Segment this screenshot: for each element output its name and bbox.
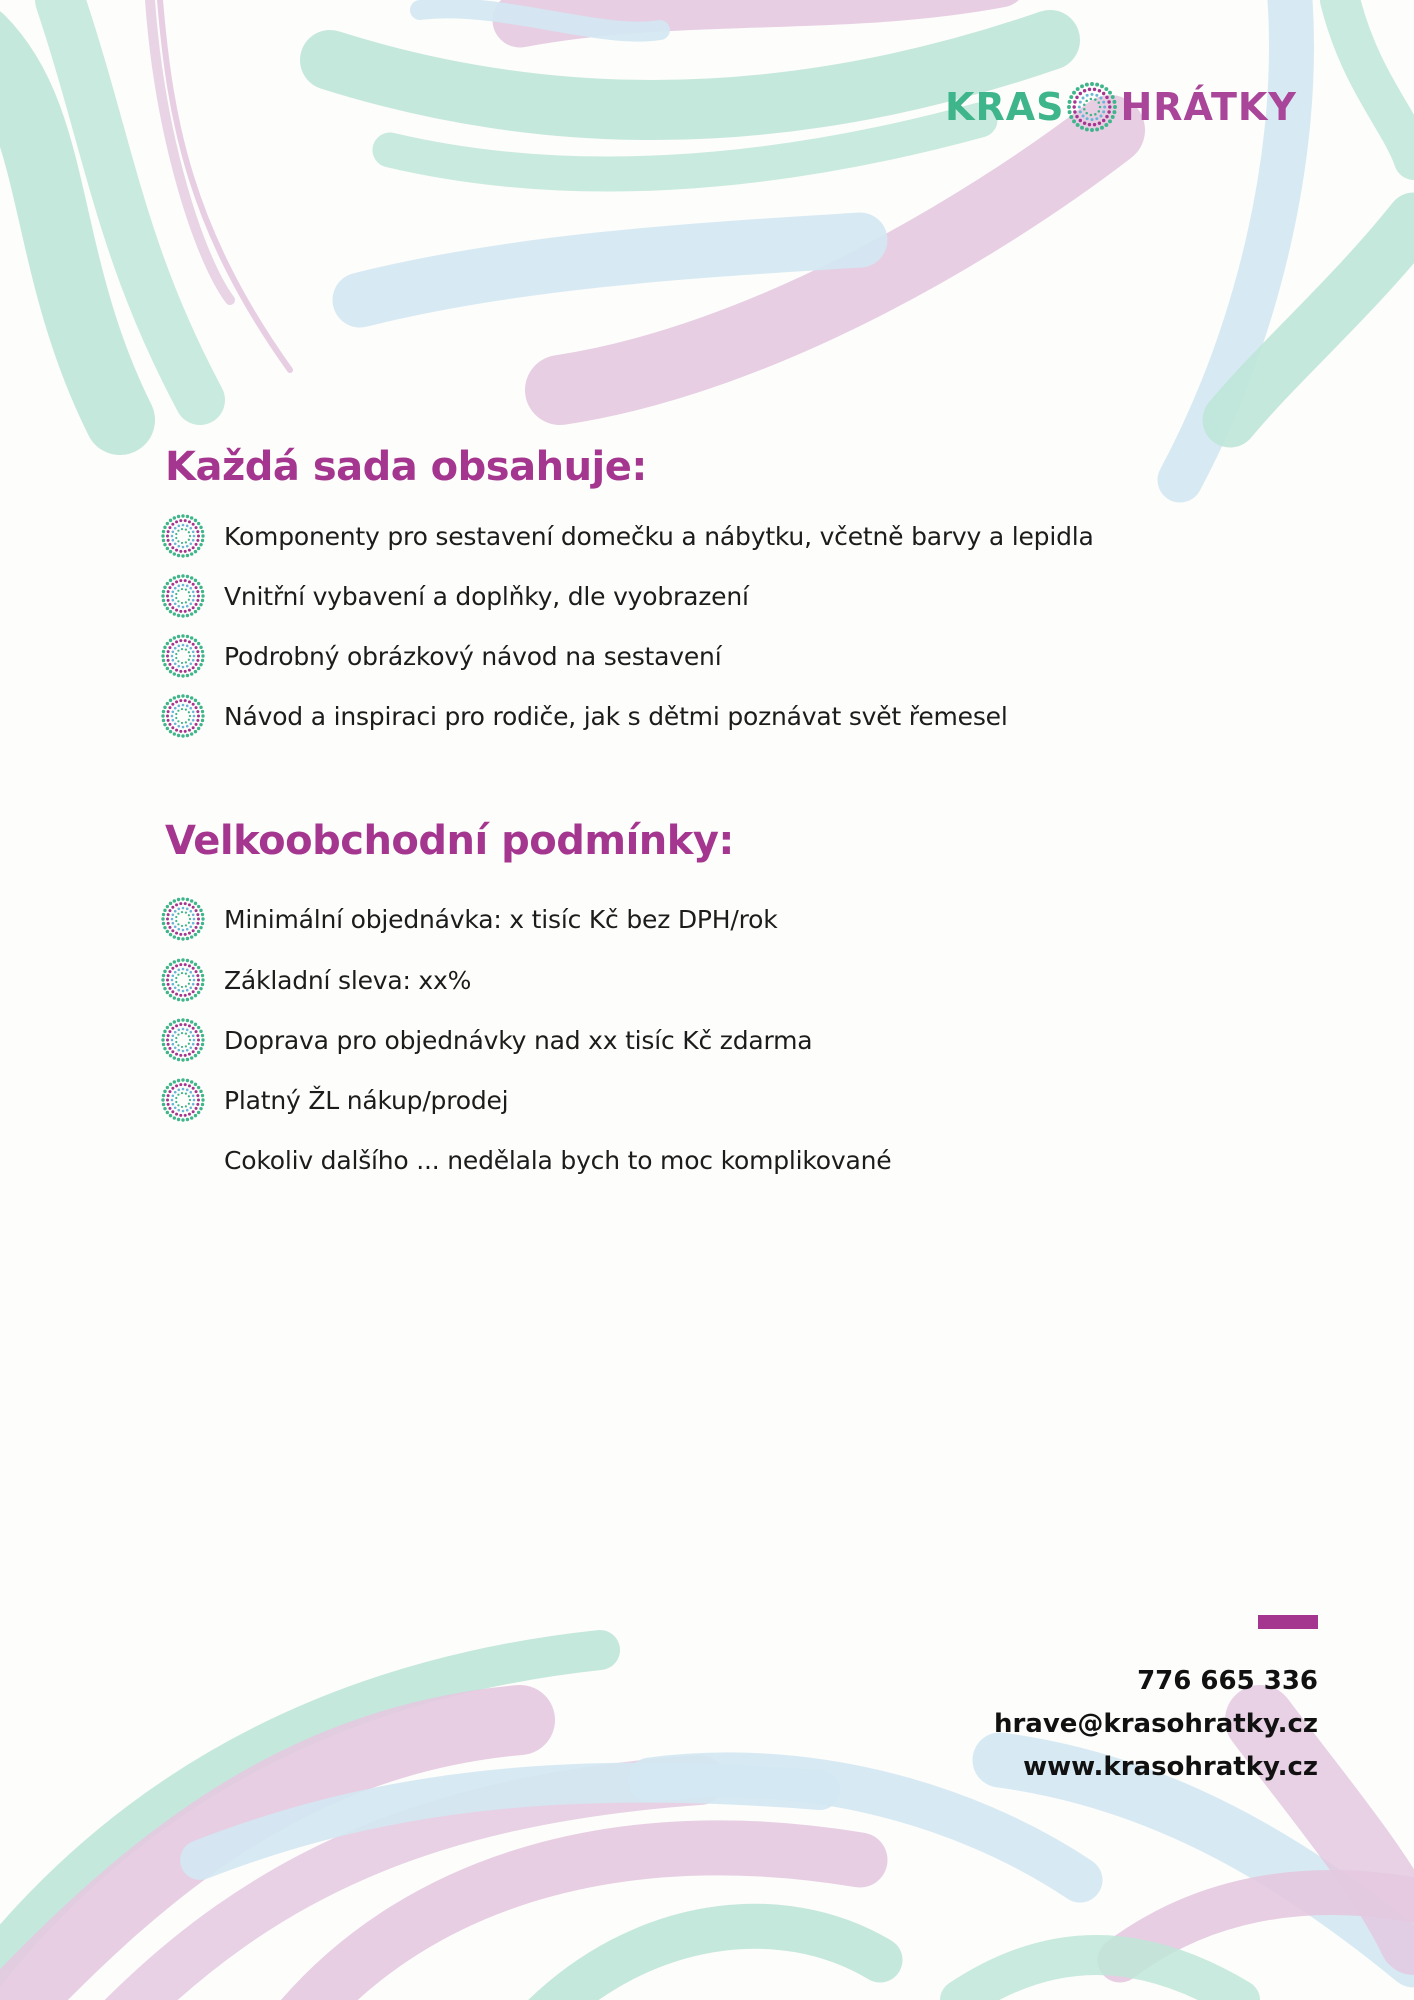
list-item <box>160 572 749 620</box>
list-item-text: Minimální objednávka: x tisíc Kč bez DPH/rok <box>224 904 778 934</box>
mandala-dots-icon <box>160 1077 206 1123</box>
section-title-wholesale: Velkoobchodní podmínky: <box>165 818 734 864</box>
contact-email[interactable]: hrave@krasohratky.cz <box>993 1709 1318 1739</box>
list-item-note <box>160 1136 891 1184</box>
mandala-dots-icon <box>1066 81 1118 133</box>
list-item <box>160 1076 508 1124</box>
logo-text-right: HRÁTKY <box>1120 85 1297 129</box>
list-item-text: Komponenty pro sestavení domečku a nábytku, včetně barvy a lepidla <box>224 521 1094 551</box>
list-item-text: Platný ŽL nákup/prodej <box>224 1085 509 1115</box>
list-item-text: Základní sleva: xx% <box>224 965 472 995</box>
note-text: Cokoliv dalšího ... nedělala bych to moc komplikované <box>224 1145 892 1175</box>
contact-phone[interactable]: 776 665 336 <box>1137 1666 1318 1696</box>
logo-text-left: KRAS <box>945 85 1065 129</box>
contact-website[interactable]: www.krasohratky.cz <box>1023 1752 1318 1782</box>
mandala-dots-icon <box>160 693 206 739</box>
accent-divider <box>1258 1615 1318 1629</box>
list-item-text: Doprava pro objednávky nad xx tisíc Kč zdarma <box>224 1025 813 1055</box>
mandala-dots-icon <box>160 896 206 942</box>
mandala-dots-icon <box>160 1017 206 1063</box>
bottom-brush-strokes <box>0 1650 1414 2000</box>
mandala-dots-icon <box>160 633 206 679</box>
list-item-text: Návod a inspiraci pro rodiče, jak s dětmi poznávat svět řemesel <box>224 701 1008 731</box>
list-item-text: Podrobný obrázkový návod na sestavení <box>224 641 722 671</box>
mandala-dots-icon <box>160 513 206 559</box>
list-item-text: Vnitřní vybavení a doplňky, dle vyobrazení <box>224 581 749 611</box>
section-title-contents: Každá sada obsahuje: <box>165 444 647 490</box>
list-item <box>160 512 1094 560</box>
list-item <box>160 692 1008 740</box>
mandala-dots-icon <box>160 957 206 1003</box>
mandala-dots-icon <box>160 573 206 619</box>
list-item <box>160 632 721 680</box>
list-item <box>160 895 778 943</box>
list-item <box>160 956 471 1004</box>
list-item <box>160 1016 812 1064</box>
brand-logo[interactable] <box>945 72 1297 142</box>
